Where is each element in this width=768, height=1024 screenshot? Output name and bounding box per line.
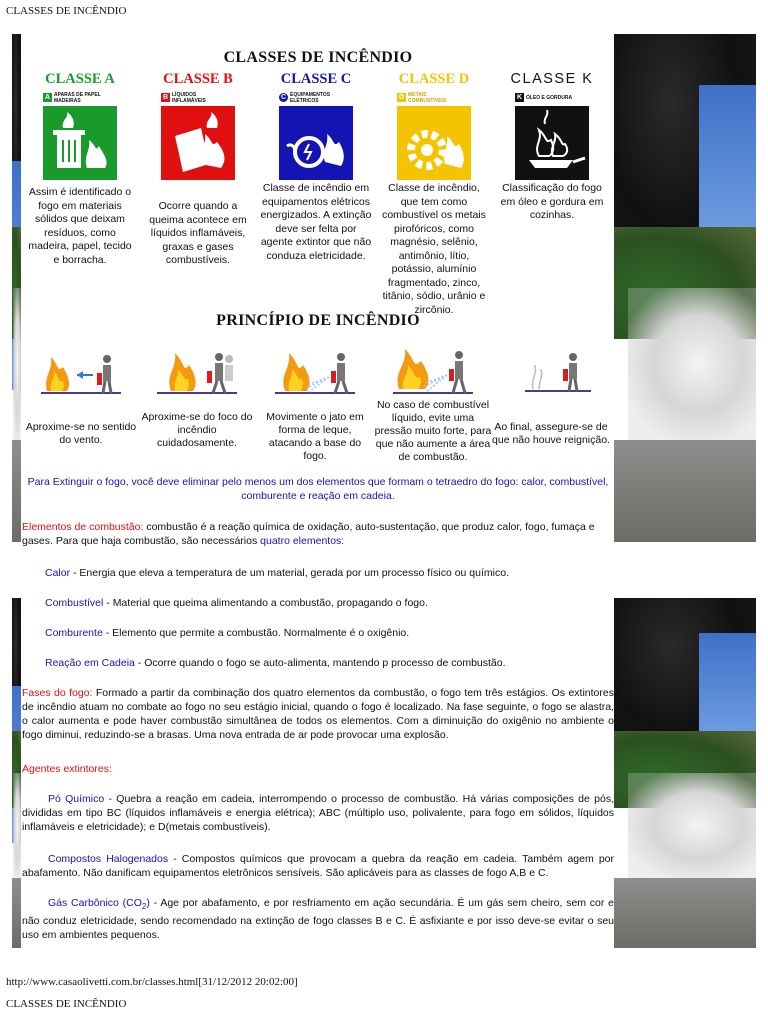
liquid-pressure-icon [393, 339, 473, 399]
combustion-text: combustão é a reação química de oxidação, auto-sustentação, que produz calor, fogo, fumaça e gases. Para que haja combustão, são necessários [22, 521, 595, 547]
agent-dry-chemical-term: Pó Químico [48, 793, 105, 805]
class-b-tag-text: LÍQUIDOS INFLAMÁVEIS [172, 91, 206, 104]
principle-title: PRINCÍPIO DE INCÊNDIO [216, 312, 420, 329]
element-chain-reaction [45, 656, 605, 670]
check-reignition-icon [511, 339, 591, 399]
element-chain-text: - Ocorre quando o fogo se auto-alimenta, mantendo p processo de combustão. [134, 657, 506, 669]
agents-label: Agentes extintores: [22, 763, 112, 775]
fire-phases-text: Formado a partir da combinação dos quatro elementos da combustão, o fogo tem três estágios. Os extintores de incêndio atuam no combate ao fogo no seu estágio inicial, quando o fogo é localizado. Na fase seguinte, o fogo se alastra, o calor aumenta e pode haver combustão simultânea de todos os elementos. Com a diminuição do oxigênio no ambiente o fogo diminui, reduzindo-se a brasas. Uma nova entrada de ar pode provocar uma explosão. [22, 687, 614, 741]
class-b-name: CLASSE B [163, 71, 233, 87]
approach-wind-icon [41, 339, 121, 399]
principle-step-2 [138, 339, 256, 450]
principle-step-4-text: No caso de combustível líquido, evite uma pressão muito forte, para que não aumente a área de combustão. [374, 399, 492, 463]
approach-focus-icon [157, 339, 237, 399]
class-d-name: CLASSE D [398, 71, 470, 87]
fire-phases-paragraph [22, 686, 614, 742]
element-oxidizer-term: Comburente [45, 627, 103, 639]
element-fuel-term: Combustível [45, 597, 104, 609]
agents-heading [22, 762, 614, 776]
liquid-fire-icon [161, 106, 235, 180]
element-heat [45, 566, 605, 580]
agent-co2-subscript: 2 [141, 902, 147, 912]
principle-step-2-text: Aproxime-se do foco do incêndio cuidadosamente. [141, 411, 253, 449]
class-a-tag [43, 91, 117, 104]
classes-title: CLASSES DE INCÊNDIO [223, 49, 413, 66]
class-a-name: CLASSE A [45, 71, 115, 87]
extinguish-note: Para Extinguir o fogo, você deve eliminar pelo menos um dos elementos que formam o tetraedro do fogo: calor, combustível, comburente e reação em cadeia. [27, 476, 609, 502]
class-d-tag-text: METAIS COMBUSTÍVEIS [408, 91, 447, 104]
class-c-tag-text: EQUIPAMENTOS ELÉTRICOS [290, 91, 331, 104]
agent-co2-term [48, 897, 150, 912]
element-heat-term: Calor [45, 567, 71, 579]
principle-step-3 [256, 339, 374, 463]
class-b-tag [161, 91, 235, 104]
class-c-tag [279, 91, 353, 104]
class-d-desc: Classe de incêndio, que tem como combustível os metais pirofóricos, como magnésio, selênio, antimônio, lítio, potássio, alumínio fragmentado, zinco, titânio, sódio, urânio e zircônio. [382, 182, 486, 316]
principle-step-1-text: Aproxime-se no sentido do vento. [25, 421, 137, 446]
footer-title: CLASSES DE INCÊNDIO [6, 998, 127, 1010]
fire-photo-left-bottom [12, 598, 21, 948]
fire-photo-right-bottom [614, 598, 756, 948]
class-k-tag [515, 91, 589, 104]
element-chain-term: Reação em Cadeia [45, 657, 135, 669]
class-k-tag-text: ÓLEO E GORDURA [526, 94, 573, 101]
combustion-paragraph [22, 520, 614, 548]
agent-halogenated [22, 852, 614, 880]
oil-fire-icon [515, 106, 589, 180]
metal-fire-icon [397, 106, 471, 180]
class-d-letter: D [398, 94, 405, 101]
class-k-card [494, 71, 610, 223]
spray-base-icon [275, 339, 355, 399]
agent-halogenated-term: Compostos Halogenados [48, 853, 169, 865]
agent-co2-term-end: ) [146, 897, 150, 909]
agent-co2-term-main: Gás Carbônico (CO [48, 897, 142, 909]
class-a-desc: Assim é identificado o fogo em materiais sólidos que deixam resíduos, como madeira, papel, tecido e borracha. [28, 186, 132, 266]
principle-step-5-text: Ao final, assegure-se de que não houve reignição. [492, 421, 610, 446]
fire-phases-label: Fases do fogo: [22, 687, 93, 699]
fire-photo-left-top [12, 34, 21, 542]
principle-step-3-text: Movimente o jato em forma de leque, atacando a base do fogo. [266, 411, 364, 462]
electric-fire-icon [279, 106, 353, 180]
class-k-letter: K [516, 94, 523, 101]
class-c-name: CLASSE C [280, 71, 352, 87]
element-heat-text: - Energia que eleva a temperatura de um material, gerada por um processo físico ou químico. [70, 567, 509, 579]
class-k-desc: Classificação do fogo em óleo e gordura em cozinhas. [500, 182, 604, 221]
agent-halogenated-text: - Compostos químicos que provocam a quebra da reação em cadeia. Também agem por abafamento. Não danificam equipamentos eletrônicos sensíveis. São aplicáveis para as classes de fogo A,B e C. [22, 853, 615, 879]
element-fuel-text: - Material que queima alimentando a combustão, propagando o fogo. [103, 597, 428, 609]
agent-co2-text: - Age por abafamento, e por resfriamento em ação secundária. É um gás sem cheiro, sem cor e não conduz eletricidade, sendo recomendado na extinção de fogo classes B e C. É asfixiante e por isso deve-se evitar o seu uso em ambientes pequenos. [22, 897, 614, 942]
class-d-tag [397, 91, 471, 104]
class-b-card [140, 71, 256, 268]
fire-photo-right-top [614, 34, 756, 542]
element-oxidizer-text: - Elemento que permite a combustão. Normalmente é o oxigênio. [102, 627, 410, 639]
agent-dry-chemical [22, 792, 614, 834]
combustion-label: Elementos de combustão: [22, 521, 144, 533]
trash-fire-icon [43, 106, 117, 180]
principle-step-4 [374, 339, 492, 464]
footer-url[interactable]: http://www.casaolivetti.com.br/classes.html[31/12/2012 20:02:00] [6, 976, 298, 988]
class-b-letter: B [162, 94, 169, 101]
class-d-card [376, 71, 492, 317]
class-c-letter: C [280, 94, 287, 101]
element-fuel [45, 596, 605, 610]
page-header: CLASSES DE INCÊNDIO [6, 5, 127, 17]
class-c-card [258, 71, 374, 263]
class-a-letter: A [44, 94, 51, 101]
class-c-desc: Classe de incêndio em equipamentos elétricos energizados. A extinção deve ser felta por agente extintor que não conduza eletricidade. [260, 182, 372, 262]
class-k-name: CLASSE K [510, 71, 594, 87]
agent-dry-chemical-text: - Quebra a reação em cadeia, interrompendo o processo de combustão. Há várias composições de pós, divididas em tipo BC (líquidos inflamáveis e energia elétrica); ABC (múltiplo uso, polivalente, para fogo em sólidos, líquidos inflamáveis e eletricidade); e D(metais combustíveis). [22, 793, 614, 833]
four-elements-link: quatro elementos: [260, 535, 345, 547]
element-oxidizer [45, 626, 605, 640]
class-b-desc: Ocorre quando a queima acontece em líquidos inflamáveis, graxas e gases combustíveis. [149, 200, 247, 266]
class-a-card [22, 71, 138, 267]
info-panel [22, 45, 614, 542]
principle-step-1 [22, 339, 140, 447]
principle-step-5 [492, 339, 610, 447]
agent-co2 [22, 896, 614, 942]
class-a-tag-text: APARAS DE PAPEL MADEIRAS [54, 91, 101, 104]
